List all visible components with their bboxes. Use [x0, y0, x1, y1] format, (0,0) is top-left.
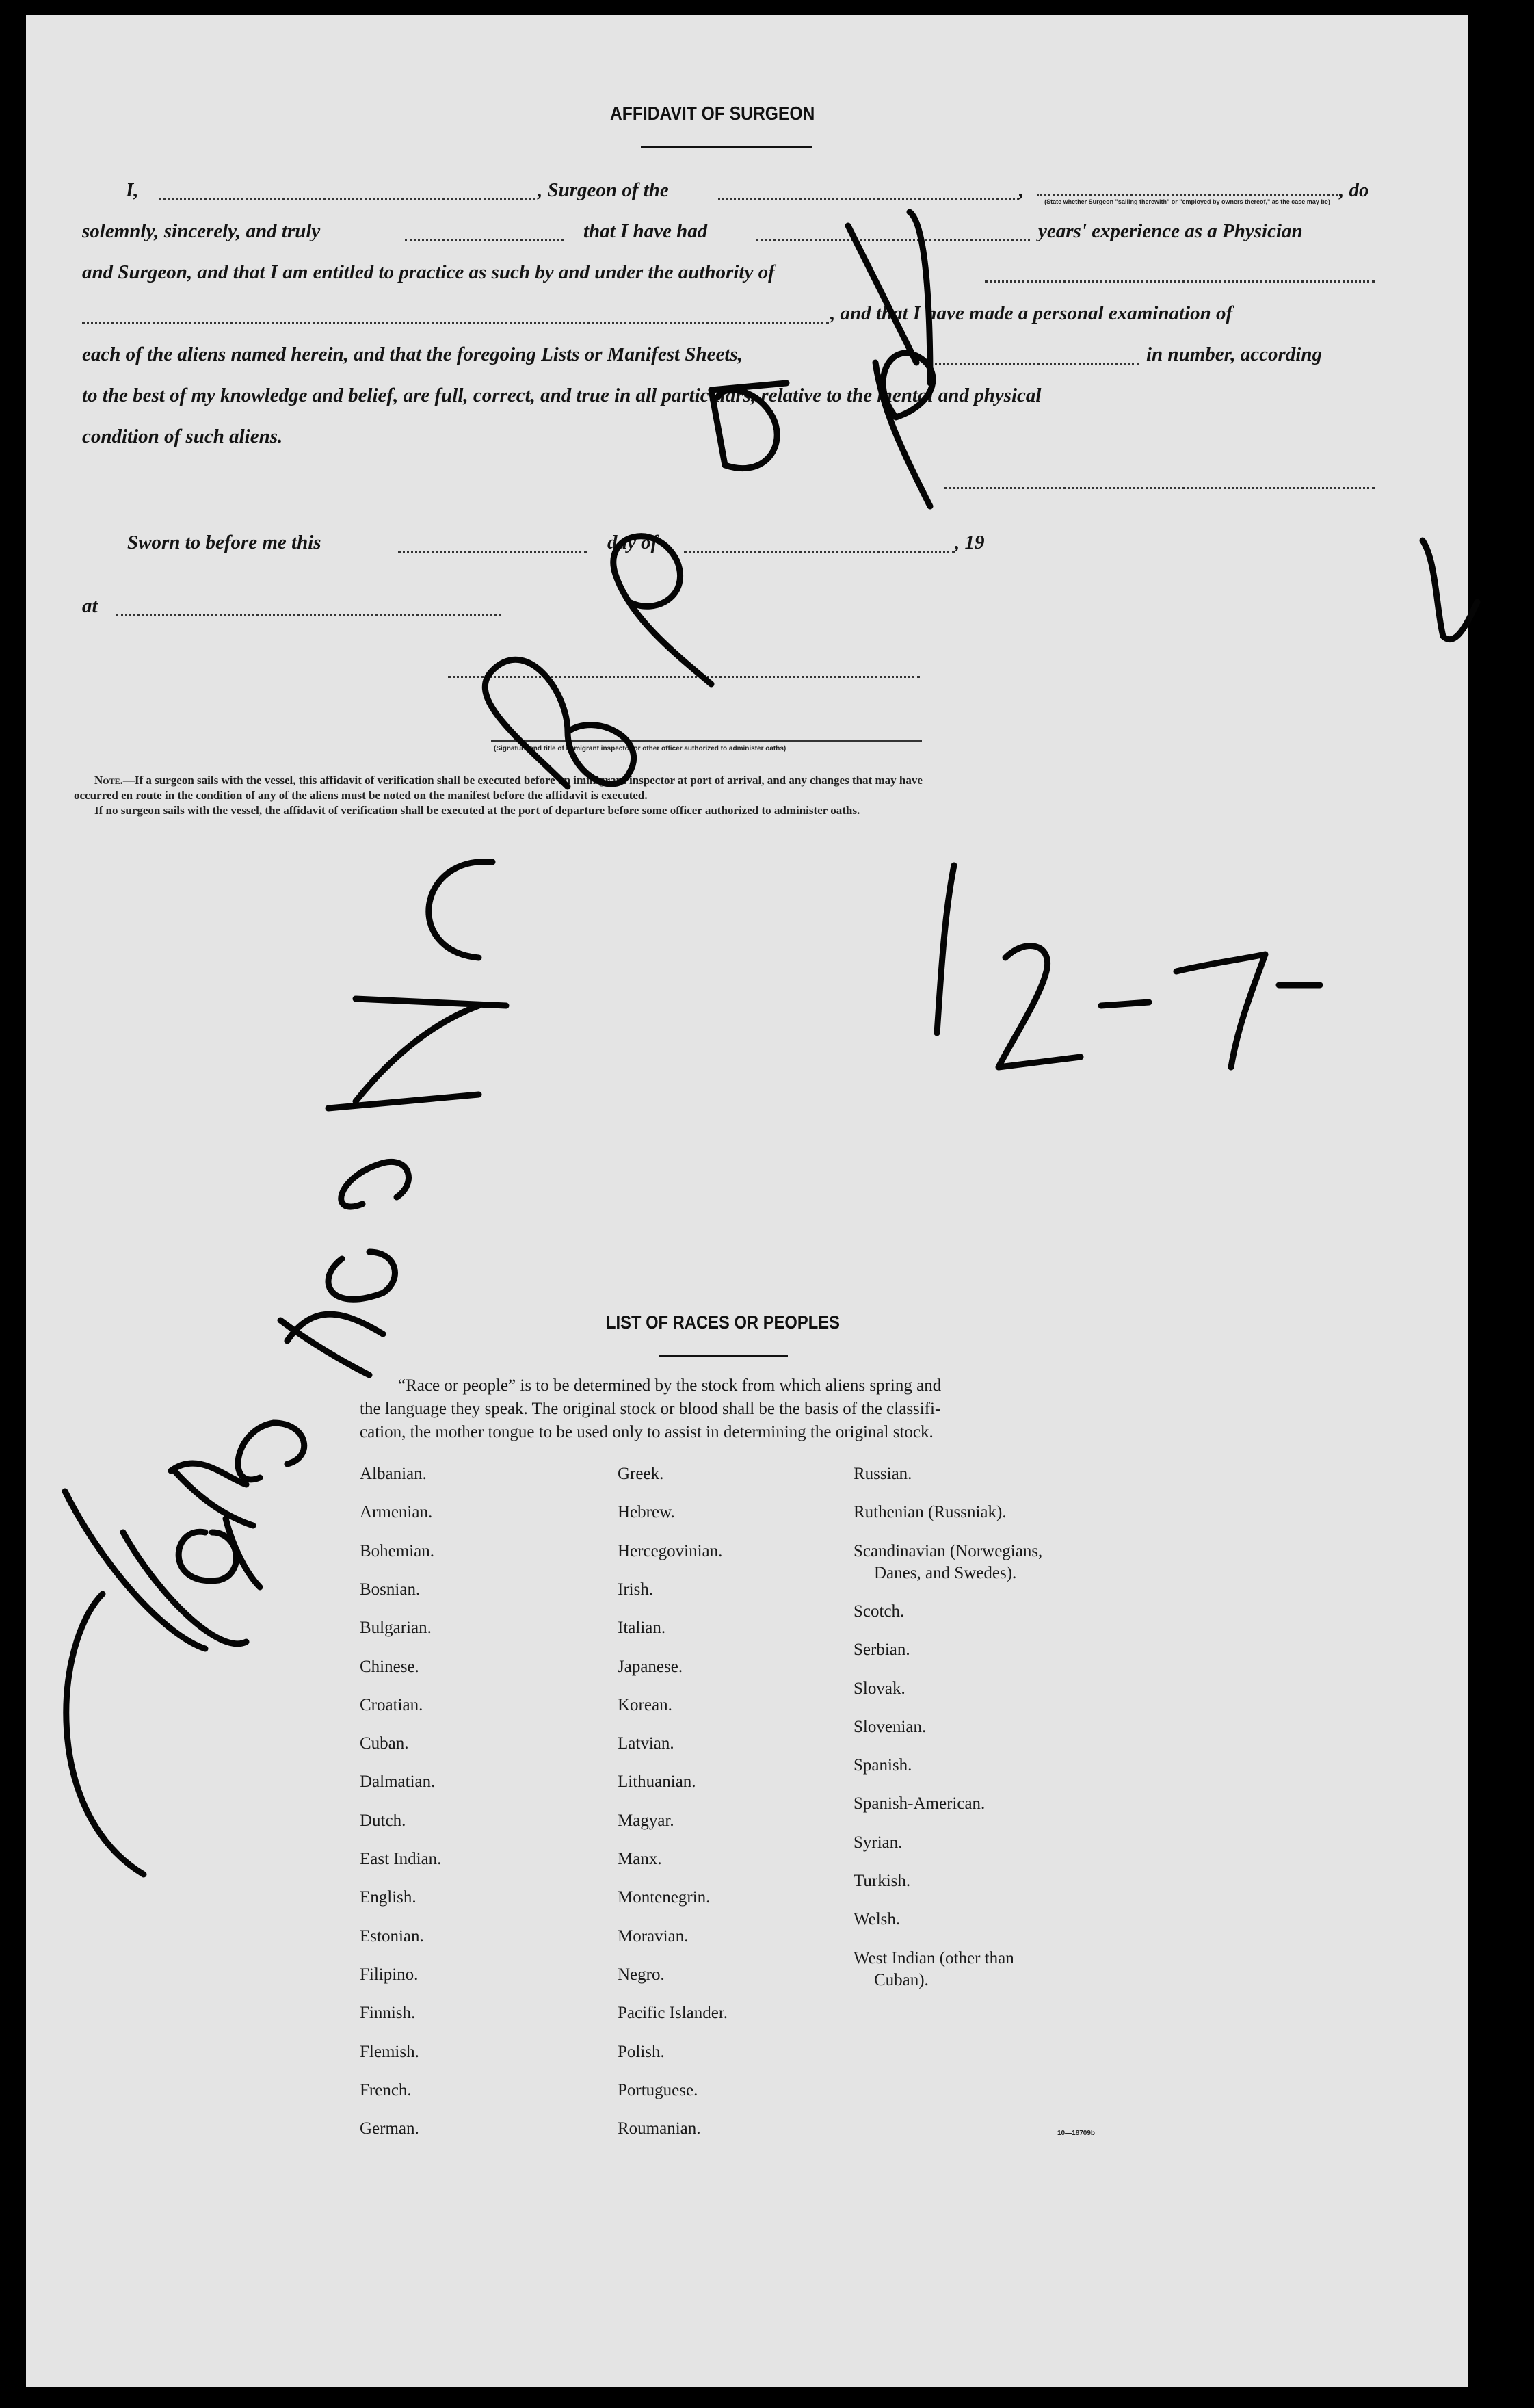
- authority-field-cont[interactable]: [82, 322, 829, 324]
- race-item: Filipino.: [360, 1965, 419, 1984]
- race-item: Lithuanian.: [618, 1772, 696, 1792]
- officer-signature-line[interactable]: [491, 740, 922, 742]
- race-item: Scotch.: [854, 1601, 905, 1621]
- race-item: Croatian.: [360, 1695, 423, 1714]
- affidavit-line7: condition of such aliens.: [82, 426, 283, 447]
- race-item: Albanian.: [360, 1465, 427, 1483]
- sworn-month-field[interactable]: [684, 551, 955, 553]
- note-label: Note.: [94, 774, 123, 787]
- race-item: East Indian.: [360, 1850, 442, 1868]
- race-item: English.: [360, 1888, 416, 1907]
- race-item: German.: [360, 2119, 419, 2138]
- note-line2: occurred en route in the condition of any of the aliens must be noted on the manifest before the affidavit is executed.: [74, 789, 648, 802]
- surgeon-name-field[interactable]: [159, 198, 535, 200]
- surgeon-status-field[interactable]: [1037, 194, 1338, 196]
- note-line1-text: —If a surgeon sails with the vessel, this affidavit of verification shall be executed before an immigrant inspector at port of arrival, and any changes that may have: [122, 774, 923, 787]
- sheets-count-field[interactable]: [930, 363, 1139, 365]
- race-item: Slovak.: [854, 1679, 905, 1698]
- race-item: Bosnian.: [360, 1580, 421, 1599]
- declare-field[interactable]: [405, 239, 564, 241]
- race-item: Hebrew.: [618, 1503, 675, 1522]
- races-title: LIST OF RACES OR PEOPLES: [606, 1312, 840, 1333]
- race-item: Flemish.: [360, 2042, 419, 2061]
- race-item: Polish.: [618, 2042, 665, 2061]
- affidavit-line5a: each of the aliens named herein, and that the foregoing Lists or Manifest Sheets,: [82, 343, 743, 365]
- sworn-day-of: day of: [607, 532, 658, 553]
- race-item: Hercegovinian.: [618, 1541, 723, 1560]
- race-item: Roumanian.: [618, 2119, 701, 2138]
- race-item: Cuban).: [874, 1970, 929, 1989]
- race-item: Montenegrin.: [618, 1888, 711, 1907]
- authority-field[interactable]: [985, 280, 1375, 283]
- race-item: Cuban.: [360, 1734, 409, 1753]
- officer-field-1[interactable]: [448, 676, 920, 678]
- race-item: Turkish.: [854, 1872, 911, 1890]
- race-item: Chinese.: [360, 1657, 419, 1676]
- race-item: Danes, and Swedes).: [874, 1563, 1017, 1582]
- document-page: [26, 15, 1468, 2387]
- race-item: Armenian.: [360, 1503, 433, 1522]
- affidavit-comma: ,: [1019, 179, 1024, 201]
- race-item: Manx.: [618, 1850, 662, 1868]
- races-title-underline: [659, 1355, 788, 1357]
- years-field[interactable]: [756, 239, 1030, 241]
- affidavit-line4: , and that I have made a personal examination of: [830, 302, 1233, 324]
- races-intro-1: “Race or people” is to be determined by the stock from which aliens spring and: [398, 1376, 942, 1395]
- surgeon-signature-field[interactable]: [944, 487, 1375, 489]
- race-item: Slovenian.: [854, 1717, 927, 1736]
- race-item: Dutch.: [360, 1811, 406, 1830]
- affidavit-surgeon-of: , Surgeon of the: [538, 179, 669, 201]
- race-item: Bulgarian.: [360, 1619, 432, 1638]
- sworn-text: Sworn to before me this: [127, 532, 321, 553]
- affidavit-title: AFFIDAVIT OF SURGEON: [610, 103, 815, 124]
- form-number: 10—18709b: [1057, 2130, 1096, 2137]
- officer-signature-caption: (Signature and title of immigrant inspector or other officer authorized to administer oaths): [494, 745, 786, 752]
- race-item: Serbian.: [854, 1640, 910, 1660]
- race-item: Moravian.: [618, 1926, 689, 1946]
- race-item: Korean.: [618, 1695, 672, 1714]
- races-intro-2: the language they speak. The original stock or blood shall be the basis of the classifi-: [360, 1400, 941, 1418]
- race-item: Finnish.: [360, 2004, 416, 2023]
- race-item: Latvian.: [618, 1734, 674, 1753]
- affidavit-line3: and Surgeon, and that I am entitled to practice as such by and under the authority of: [82, 261, 775, 283]
- race-item: Italian.: [618, 1619, 666, 1638]
- race-item: Estonian.: [360, 1926, 424, 1946]
- race-item: Spanish-American.: [854, 1794, 986, 1814]
- races-intro-3: cation, the mother tongue to be used only to assist in determining the original stock.: [360, 1423, 934, 1441]
- affidavit-i: I,: [126, 179, 139, 201]
- sworn-at: at: [82, 595, 98, 617]
- race-item: Negro.: [618, 1965, 665, 1984]
- race-item: French.: [360, 2080, 412, 2099]
- race-item: West Indian (other than: [854, 1948, 1014, 1967]
- race-item: Greek.: [618, 1465, 664, 1483]
- race-item: Ruthenian (Russniak).: [854, 1503, 1007, 1522]
- affidavit-line6: to the best of my knowledge and belief, are full, correct, and true in all particulars, relative to the mental and physical: [82, 384, 1042, 406]
- surgeon-status-note: (State whether Surgeon "sailing therewith" or "employed by owners thereof," as the case may be): [1044, 198, 1330, 205]
- affidavit-do: , do: [1339, 179, 1369, 201]
- note-line1: [94, 774, 923, 787]
- race-item: Syrian.: [854, 1833, 903, 1852]
- affidavit-solemnly: solemnly, sincerely, and truly: [82, 220, 321, 242]
- vessel-name-field[interactable]: [718, 198, 1019, 200]
- race-item: Magyar.: [618, 1811, 674, 1830]
- sworn-year: , 19: [955, 532, 985, 553]
- note-line3: If no surgeon sails with the vessel, the affidavit of verification shall be executed at the port of departure before some officer authorized to administer oaths.: [94, 804, 860, 817]
- race-item: Spanish.: [854, 1756, 912, 1775]
- race-item: Welsh.: [854, 1910, 901, 1929]
- race-item: Japanese.: [618, 1657, 683, 1676]
- race-item: Dalmatian.: [360, 1772, 436, 1792]
- sworn-day-field[interactable]: [398, 551, 587, 553]
- race-item: Bohemian.: [360, 1541, 435, 1560]
- title-underline: [641, 146, 812, 148]
- race-item: Russian.: [854, 1465, 912, 1483]
- sworn-place-field[interactable]: [116, 614, 501, 616]
- race-item: Pacific Islander.: [618, 2004, 728, 2023]
- affidavit-line5b: in number, according: [1146, 343, 1323, 365]
- race-item: Scandinavian (Norwegians,: [854, 1541, 1043, 1560]
- affidavit-years: years' experience as a Physician: [1038, 220, 1303, 242]
- affidavit-that-had: that I have had: [583, 220, 708, 242]
- race-item: Portuguese.: [618, 2080, 698, 2099]
- race-item: Irish.: [618, 1580, 654, 1599]
